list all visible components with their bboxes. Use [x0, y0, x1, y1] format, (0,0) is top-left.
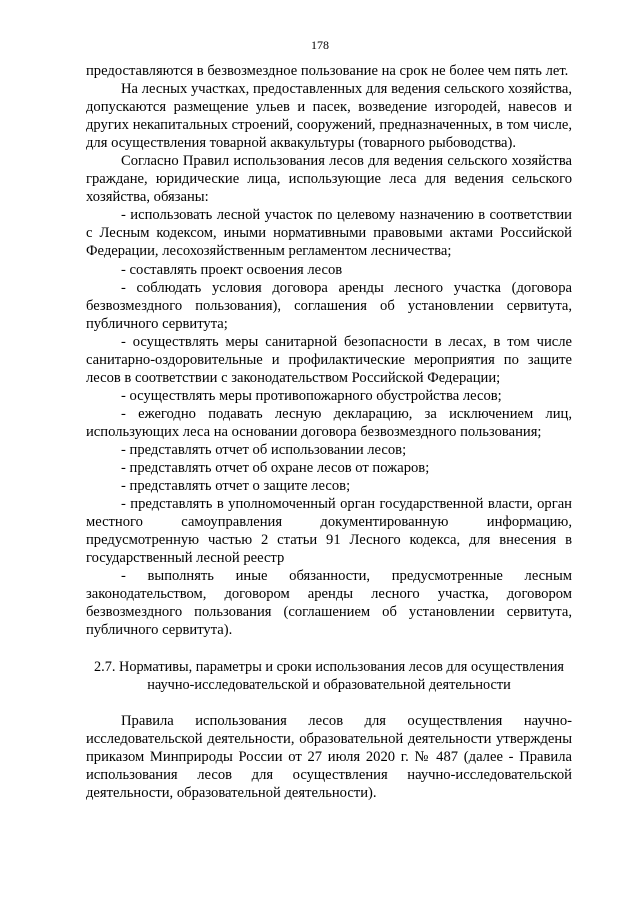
paragraph-continuation: предоставляются в безвозмездное пользование на срок не более чем пять лет. [86, 63, 569, 79]
list-item: - представлять отчет об использовании лесов; [121, 441, 407, 458]
paragraph-research-rules: Правила использования лесов для осуществления научно-исследовательской деятельности, образовательной деятельности утверждены приказом Минприроды России от 27 июля 2020 г. № 487 (далее - Правила использования лесов для осуществления научно-исследовательской деятельности, образовательной деятельности). [86, 712, 572, 802]
list-item: - использовать лесной участок по целевому назначению в соответствии с Лесным кодексом, иными нормативными правовыми актами Российской Федерации, лесохозяйственным регламентом лесничества; [86, 207, 572, 260]
list-item: - соблюдать условия договора аренды лесного участка (договора безвозмездного пользования), соглашения об установлении сервитута, публичного сервитута; [86, 279, 572, 332]
page-number: 178 [311, 38, 329, 52]
document-body [86, 62, 572, 802]
list-item: - представлять в уполномоченный орган государственной власти, орган местного самоуправления документированную информацию, предусмотренную частью 2 статьи 91 Лесного кодекса, для внесения в государственный лесной реестр [86, 496, 572, 567]
list-item: - составлять проект освоения лесов [121, 261, 343, 278]
list-item: - ежегодно подавать лесную декларацию, за исключением лиц, использующих леса на основании договора безвозмездного пользования; [86, 405, 572, 440]
list-item: - осуществлять меры санитарной безопасности в лесах, в том числе санитарно-оздоровительные и профилактические мероприятия по защите лесов в соответствии с законодательством Российской Федерации; [86, 333, 572, 386]
list-item: - представлять отчет об охране лесов от пожаров; [121, 460, 430, 477]
list-item: - выполнять иные обязанности, предусмотренные лесным законодательством, договором аренды лесного участка, договором безвозмездного пользования (соглашением об установлении сервитута, публичного сервитута). [86, 568, 572, 639]
paragraph-obligations-intro: Согласно Правил использования лесов для ведения сельского хозяйства граждане, юридические лица, использующие леса для ведения сельского хозяйства, обязаны: [86, 153, 572, 206]
list-item: - осуществлять меры противопожарного обустройства лесов; [121, 387, 502, 404]
list-item: - представлять отчет о защите лесов; [121, 478, 351, 495]
paragraph-agricultural-plots: На лесных участках, предоставленных для ведения сельского хозяйства, допускаются размещение ульев и пасек, возведение изгородей, навесов и других некапитальных строений, сооружений, предназначенных, в том числе, для осуществления товарной аквакультуры (товарного рыбоводства). [86, 81, 572, 152]
section-heading: 2.7. Нормативы, параметры и сроки использования лесов для осуществления научно-исследовательской и образовательной деятельности [93, 658, 564, 693]
